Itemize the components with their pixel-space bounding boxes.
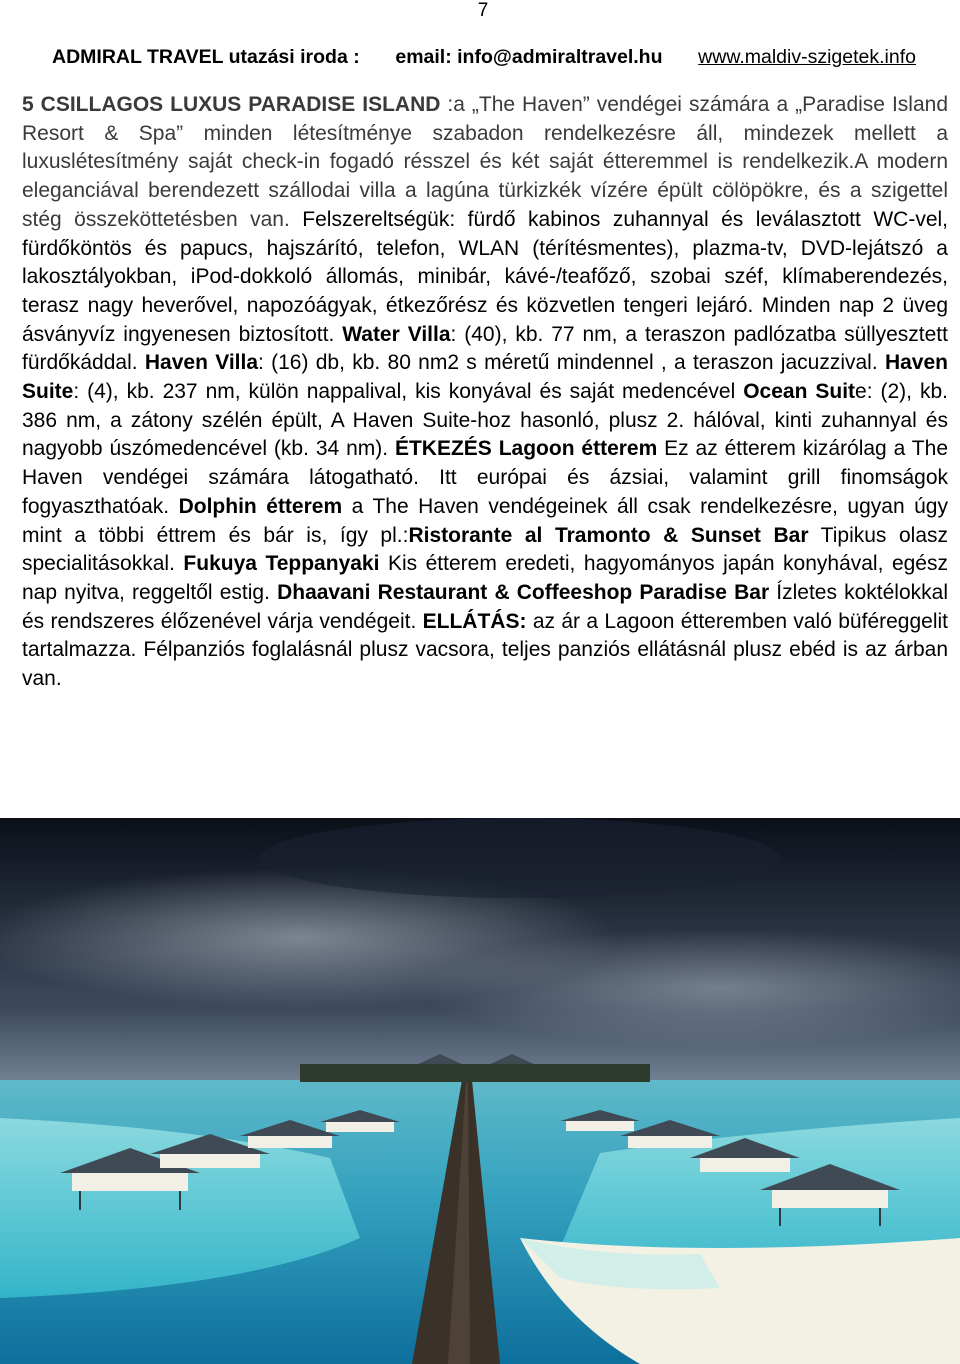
dhaavani-text: Ízletes koktélokkal és rendszeres élőzenével várja vendégeit.: [22, 580, 948, 633]
dolphin-label: Dolphin étterem: [178, 494, 343, 518]
body-text: [22, 91, 948, 694]
dolphin-text: a The Haven vendégeinek áll csak rendelkezésre, ugyan úgy mint a többi éttrem és bár is, így pl.:: [22, 494, 948, 547]
page-header: [52, 46, 916, 68]
hotel-heading: 5 CSILLAGOS LUXUS PARADISE ISLAND: [22, 93, 441, 116]
ocean-suite-label-end: e: [855, 380, 867, 404]
board-text: az ár a Lagoon étteremben való büféreggelit tartalmazza. Félpanziós foglalásnál plusz vacsora, teljes panziós ellátásnál plusz ebéd is az árban van.: [22, 609, 948, 691]
ristorante-label: Ristorante al Tramonto & Sunset Bar: [408, 523, 809, 547]
resort-photo: [0, 818, 960, 1364]
dhaavani-label: Dhaavani Restaurant & Coffeeshop Paradise Bar: [277, 580, 770, 604]
ocean-suite-text: : (2), kb. 386 nm, a zátony szélén épült, A Haven Suite-hoz hasonló, plusz 2. hálóval, kinti zuhannyal és nagyobb úszómedencével (kb. 34 nm).: [22, 380, 948, 461]
dining-text: Ez az étterem kizárólag a The Haven vendégei számára látogatható. Itt európai és ázsiai, valamint grill finomságok fogyaszthatóak.: [22, 437, 948, 518]
ocean-suite-label: Ocean Suit: [743, 380, 856, 404]
page-number: 7: [477, 0, 489, 21]
board-label: ELLÁTÁS:: [422, 609, 527, 633]
water-villa-text: : (40), kb. 77 nm, a teraszon padlózatba süllyesztett fürdőkáddal.: [22, 322, 948, 375]
agency-email: email: info@admiraltravel.hu: [395, 46, 663, 68]
haven-villa-text: : (16) db, kb. 80 nm2 s méretű mindennel , a teraszon jacuzzival.: [258, 351, 885, 375]
website-link[interactable]: www.maldiv-szigetek.info: [698, 46, 916, 68]
ristorante-text: Tipikus olasz specialitásokkal.: [22, 523, 949, 576]
fukuya-text: Kis étterem eredeti, hagyományos japán konyhával, egész nap nyitva, reggeltől estig.: [22, 552, 948, 604]
fukuya-label: Fukuya Teppanyaki: [183, 552, 380, 576]
dining-label: ÉTKEZÉS Lagoon étterem: [394, 437, 658, 461]
agency-name: ADMIRAL TRAVEL utazási iroda :: [52, 46, 360, 68]
haven-suite-text: : (4), kb. 237 nm, külön nappalival, kis konyával és saját medencével: [73, 380, 744, 404]
intro-text: :a „The Haven” vendégei számára a „Paradise Island Resort & Spa” minden létesítménye szabadon rendelkezésre áll, mindezek mellett a luxuslétesítmény saját check-in fogadó résszel és két saját étteremmel is rendelkezik.: [22, 93, 948, 174]
haven-villa-label: Haven Villa: [144, 351, 258, 375]
villa-description: A modern eleganciával berendezett szállodai villa a lagúna türkizkék vízére épült cölöpökre, és a szigettel stég összeköttetésben van.: [22, 150, 948, 231]
water-villa-label: Water Villa: [342, 322, 451, 346]
equipment-text: Felszereltségük: fürdő kabinos zuhannyal és leválasztott WC-vel, fürdőköntös és papucs, hajszárító, telefon, WLAN (térítésmentes), plazma-tv, DVD-lejátszó a lakosztályokban, iPod-dokkoló állomás, minibár, kávé-/teafőző, szobai széf, klímaberendezés, terasz nagy heverővel, napozóágyak, étkezőrész és közvetlen tengeri lejáró. Minden nap 2 üveg ásványvíz ingyenesen biztosított.: [22, 207, 948, 346]
haven-suite-label: Haven Suite: [22, 351, 948, 404]
